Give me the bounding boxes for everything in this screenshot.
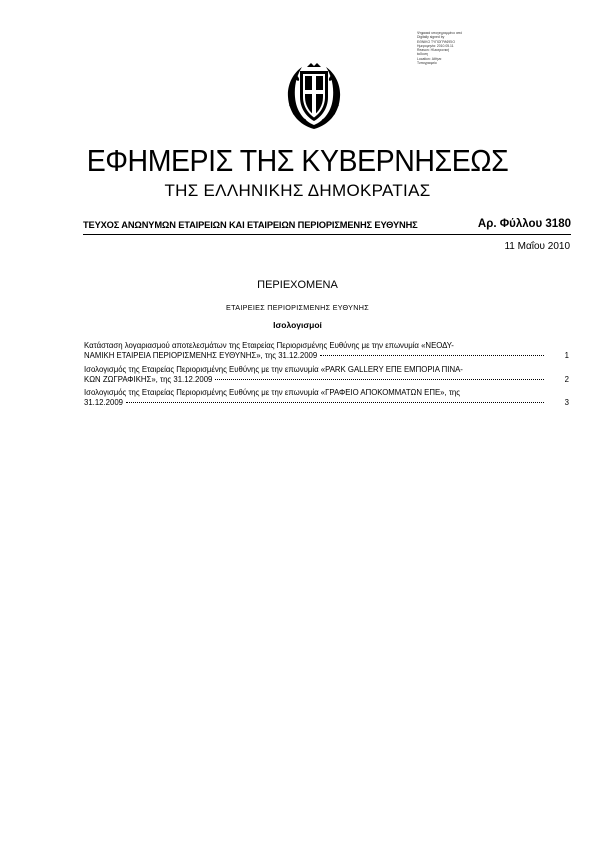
stamp-line: Τυπογραφείο	[417, 61, 437, 66]
toc-entry-text: Κατάσταση λογαριασμού αποτελεσμάτων της Εταιρείας Περιορισμένης Ευθύνης με την επωνυμία «ΝΕΟΔΥ-	[84, 341, 454, 350]
stamp-line: ΕΘΝΙΚΟ ΤΥΠΟΓΡΑΦΕΙΟ	[417, 39, 455, 44]
section-heading: ΕΤΑΙΡΕΙΕΣ ΠΕΡΙΟΡΙΣΜΕΝΗΣ ΕΥΘΥΝΗΣ	[226, 303, 369, 312]
toc-entry-text: Ισολογισμός της Εταιρείας Περιορισμένης Ευθύνης με την επωνυμία «PARK GALLERY ΕΠΕ ΕΜΠΟΡΙΑ ΠΙΝΑ-	[84, 364, 463, 374]
subsection-heading: Ισολογισμοί	[273, 320, 322, 330]
stamp-line: έκδοση	[417, 52, 428, 57]
stamp-line: Reason: Ηλεκτρονική	[417, 48, 450, 53]
stamp-line: Ψηφιακά υπογεγραμμένο από	[417, 31, 463, 35]
dot-leader	[126, 402, 544, 403]
digital-signature-stamp	[417, 31, 479, 65]
sheet-number: Αρ. Φύλλου 3180	[477, 218, 571, 230]
greek-coat-of-arms-icon	[285, 59, 343, 131]
toc-page-number: 2	[564, 374, 569, 384]
toc-entry-text: 31.12.2009	[84, 398, 124, 407]
toc-entry[interactable]	[84, 341, 569, 361]
toc-entry[interactable]	[84, 365, 569, 385]
issue-header-bar	[83, 218, 571, 235]
toc-entry-last-line	[84, 398, 547, 408]
toc-entry-last-line	[84, 375, 547, 385]
dot-leader	[215, 379, 544, 380]
toc-entry-text: ΚΩΝ ΖΩΓΡΑΦΙΚΗΣ», της 31.12.2009	[84, 374, 213, 384]
stamp-line: Digitally signed by	[417, 35, 445, 40]
issue-date: 11 Μαΐου 2010	[504, 241, 570, 252]
issue-type: ΤΕΥΧΟΣ ΑΝΩΝΥΜΩΝ ΕΤΑΙΡΕΙΩΝ ΚΑΙ ΕΤΑΙΡΕΙΩΝ ΠΕΡΙΟΡΙΣΜΕΝΗΣ ΕΥΘΥΝΗΣ	[83, 220, 418, 230]
stamp-line: Ημερομηνία: 2010.05.11	[417, 43, 454, 48]
dot-leader	[320, 355, 544, 356]
gazette-subtitle: ΤΗΣ ΕΛΛΗΝΙΚΗΣ ΔΗΜΟΚΡΑΤΙΑΣ	[164, 181, 431, 200]
table-of-contents	[84, 341, 569, 412]
toc-page-number: 1	[564, 351, 569, 360]
stamp-line: Location: Αθήνα	[417, 56, 442, 61]
toc-entry[interactable]	[84, 388, 569, 408]
gazette-title: ΕΦΗΜΕΡΙΣ ΤΗΣ ΚΥΒΕΡΝΗΣΕΩΣ	[86, 143, 509, 178]
toc-entry-text: Ισολογισμός της Εταιρείας Περιορισμένης Ευθύνης με την επωνυμία «ΓΡΑΦΕΙΟ ΑΠΟΚΟΜΜΑΤΩΝ ΕΠΕ», της	[84, 388, 461, 397]
toc-page-number: 3	[564, 398, 569, 407]
toc-entry-text: ΝΑΜΙΚΗ ΕΤΑΙΡΕΙΑ ΠΕΡΙΟΡΙΣΜΕΝΗΣ ΕΥΘΥΝΗΣ», της 31.12.2009	[84, 351, 318, 360]
toc-entry-last-line	[84, 351, 547, 361]
contents-heading: ΠΕΡΙΕΧΟΜΕΝΑ	[257, 279, 338, 291]
